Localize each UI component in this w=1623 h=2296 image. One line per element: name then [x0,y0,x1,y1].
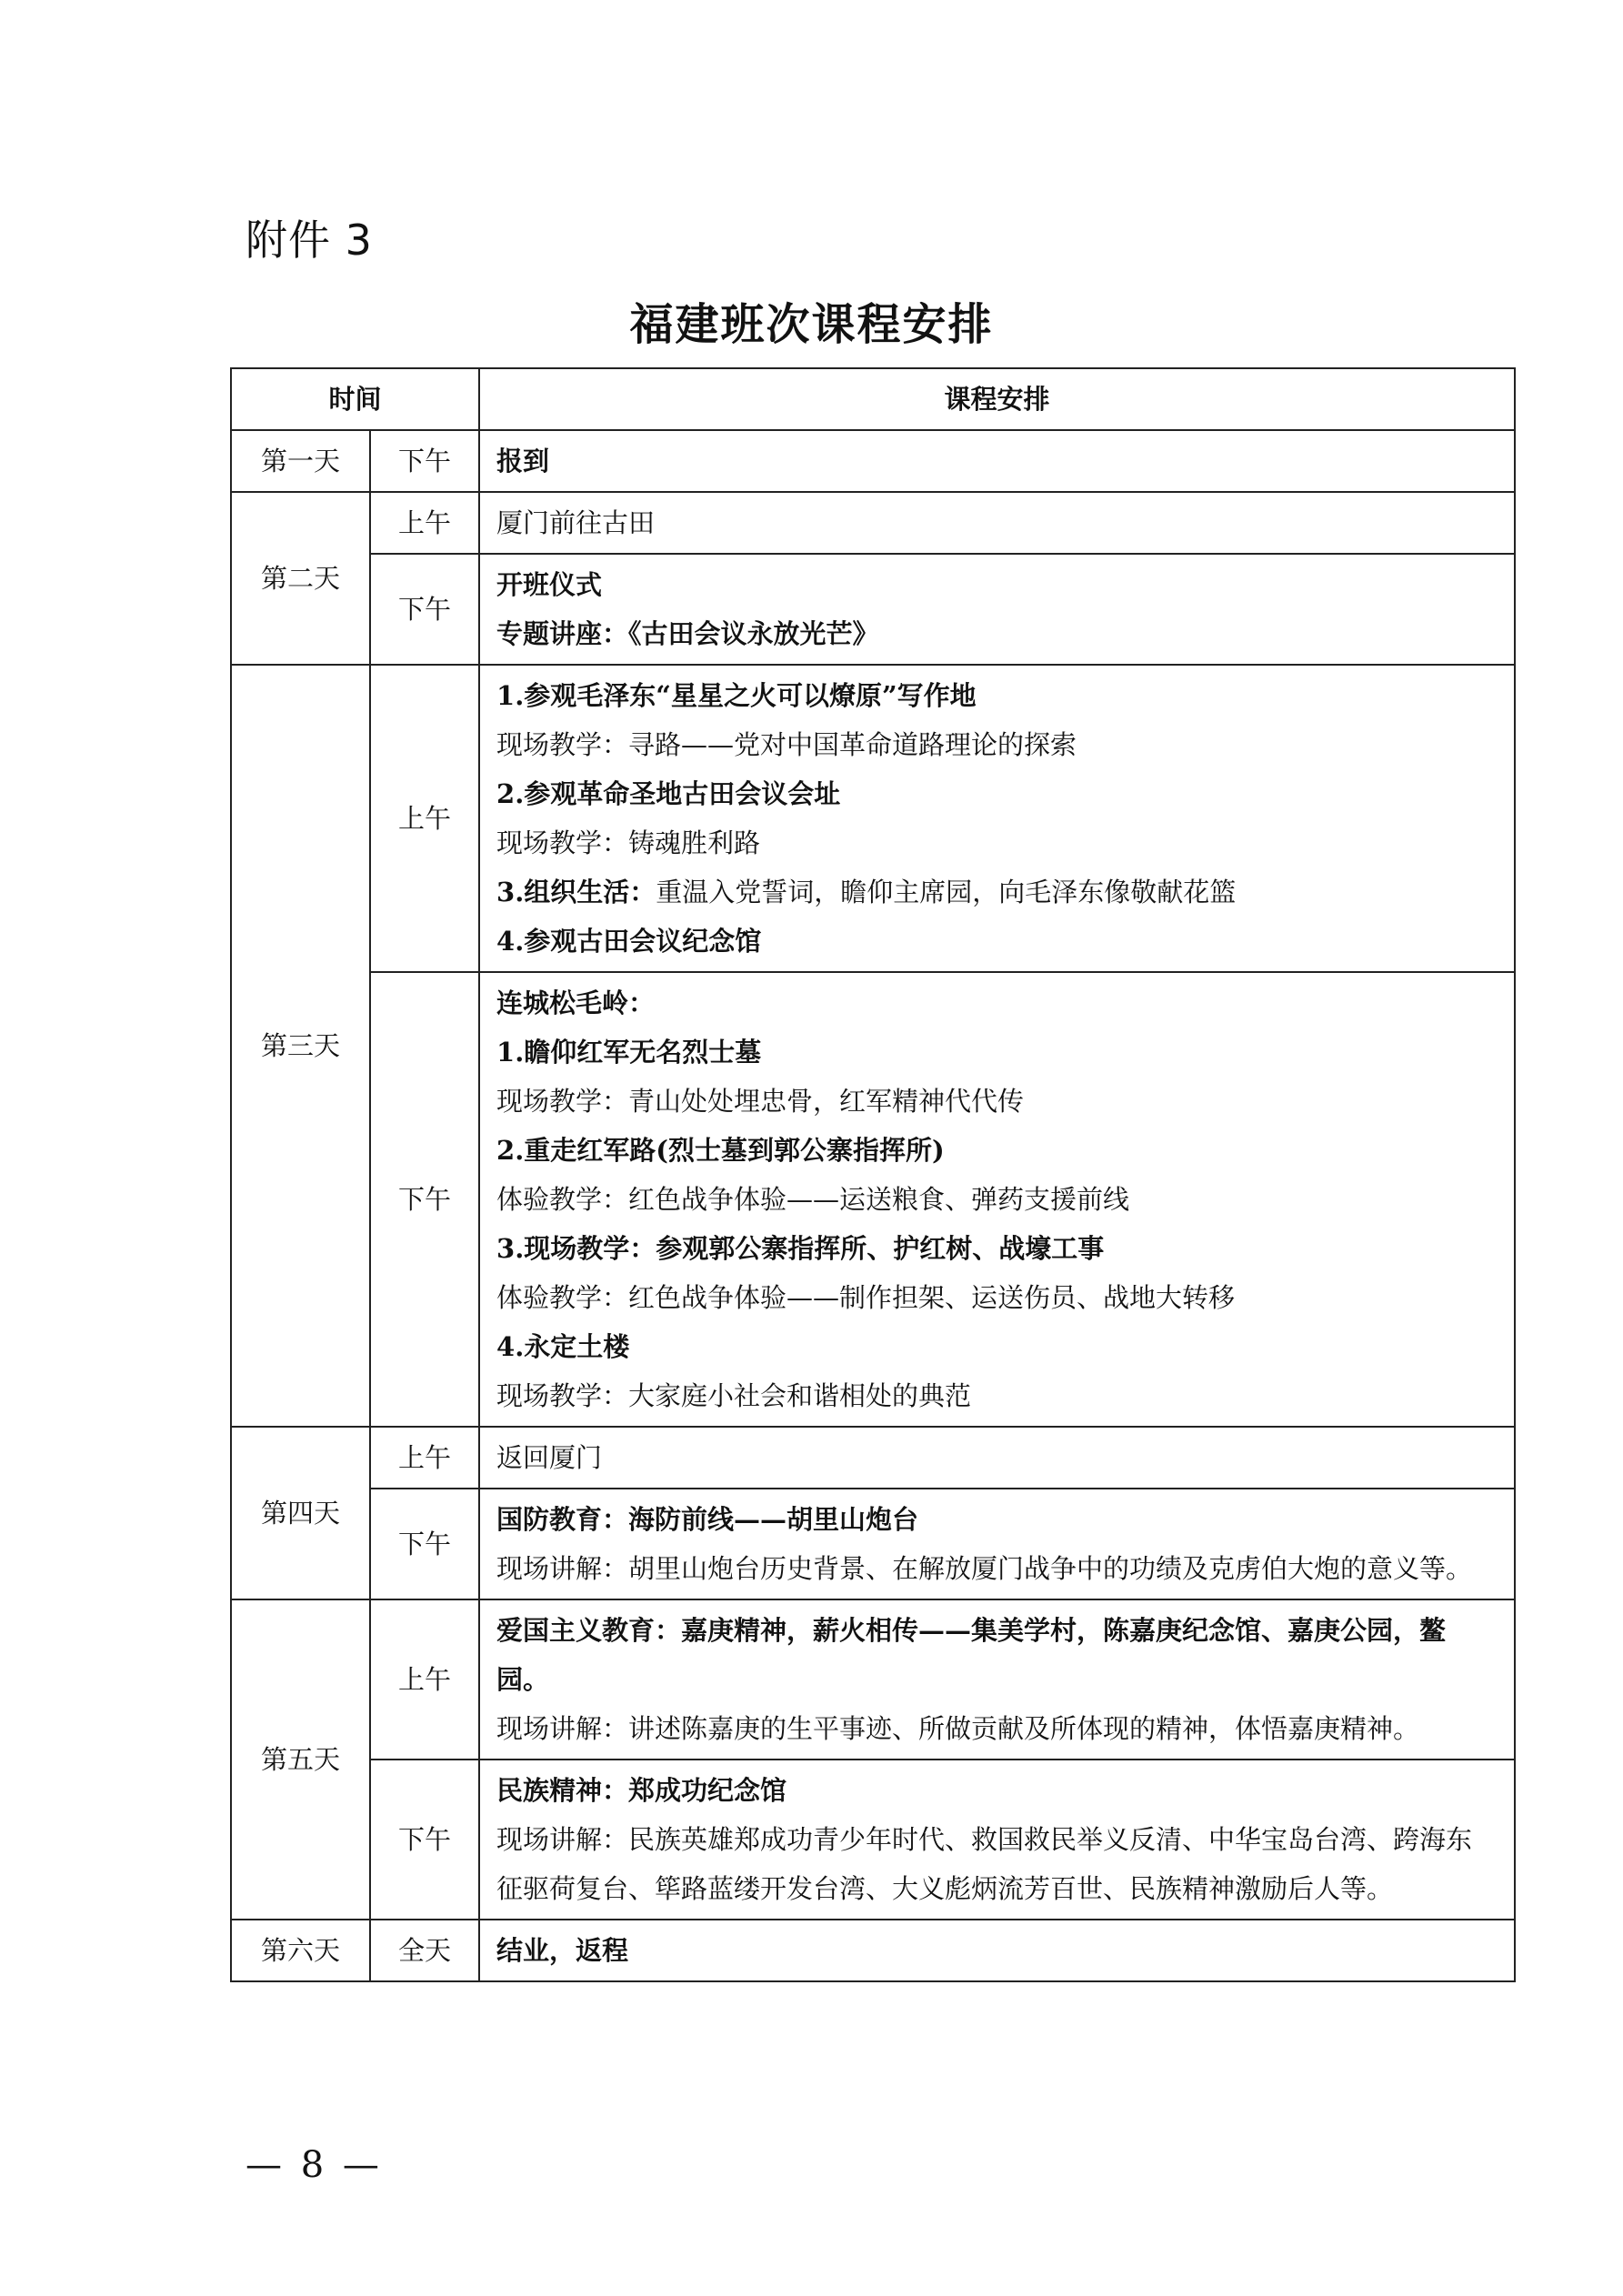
content-line: 现场教学：寻路——党对中国革命道路理论的探索 [496,729,1077,760]
period-cell: 下午 [370,430,479,492]
content-cell [479,1760,1515,1920]
header-content: 课程安排 [479,368,1515,430]
table-header-row [231,368,1515,430]
content-line: 3.现场教学：参观郭公寨指挥所、护红树、战壕工事 [496,1233,1105,1264]
content-line: 现场讲解：民族英雄郑成功青少年时代、救国救民举义反清、中华宝岛台湾、跨海东征驱荷复台、筚路蓝缕开发台湾、大义彪炳流芳百世、民族精神激励后人等。 [496,1824,1473,1904]
table-row [231,492,1515,554]
content-line: 2.重走红军路(烈士墓到郭公寨指挥所) [496,1135,945,1166]
header-time: 时间 [231,368,479,430]
content-line: 1.参观毛泽东“星星之火可以燎原”写作地 [496,680,977,711]
content-line: 民族精神：郑成功纪念馆 [496,1775,787,1806]
content-cell [479,1920,1515,1981]
content-cell [479,665,1515,972]
content-line: 现场讲解：胡里山炮台历史背景、在解放厦门战争中的功绩及克虏伯大炮的意义等。 [496,1553,1473,1584]
content-line [496,867,1498,917]
content-cell [479,430,1515,492]
period-cell: 下午 [370,554,479,665]
content-line: 体验教学：红色战争体验——制作担架、运送伤员、战地大转移 [496,1282,1236,1313]
table-row [231,430,1515,492]
table-row [231,972,1515,1427]
period-cell: 上午 [370,665,479,972]
content-line: 4.永定土楼 [496,1331,630,1362]
content-line: 连城松毛岭： [496,988,656,1018]
content-line: 现场教学：大家庭小社会和谐相处的典范 [496,1380,972,1411]
day-cell: 第四天 [231,1427,370,1599]
content-line: 现场教学：铸魂胜利路 [496,827,761,858]
content-line: 2.参观革命圣地古田会议会址 [496,778,841,809]
content-line: 结业，返程 [496,1935,629,1966]
page-number: — 8 — [245,2144,383,2186]
content-line: 返回厦门 [496,1442,603,1473]
period-cell: 上午 [370,1427,479,1489]
content-line: 国防教育：海防前线——胡里山炮台 [496,1504,919,1535]
period-cell: 全天 [370,1920,479,1981]
content-line: 现场讲解：讲述陈嘉庚的生平事迹、所做贡献及所体现的精神，体悟嘉庚精神。 [496,1713,1420,1744]
content-line-bold-part: 3.组织生活： [496,877,656,907]
table-row [231,1427,1515,1489]
content-cell [479,1427,1515,1489]
period-cell: 上午 [370,492,479,554]
schedule-table [230,367,1516,1982]
table-row [231,554,1515,665]
content-line: 1.瞻仰红军无名烈士墓 [496,1037,762,1068]
content-cell [479,554,1515,665]
day-cell: 第二天 [231,492,370,665]
content-line-normal-part: 重温入党誓词，瞻仰主席园，向毛泽东像敬献花篮 [656,877,1237,907]
period-cell: 下午 [370,1489,479,1599]
content-line: 爱国主义教育：嘉庚精神，薪火相传——集美学村，陈嘉庚纪念馆、嘉庚公园，鳌园。 [496,1615,1447,1695]
annex-label: 附件 3 [245,216,373,265]
content-line: 开班仪式 [496,569,603,600]
content-line: 4.参观古田会议纪念馆 [496,926,762,957]
table-row [231,665,1515,972]
day-cell: 第六天 [231,1920,370,1981]
period-cell: 下午 [370,1760,479,1920]
table-row [231,1599,1515,1760]
content-cell [479,1489,1515,1599]
content-cell [479,492,1515,554]
content-cell [479,972,1515,1427]
content-line: 体验教学：红色战争体验——运送粮食、弹药支援前线 [496,1184,1130,1215]
day-cell: 第一天 [231,430,370,492]
table-row [231,1920,1515,1981]
day-cell: 第三天 [231,665,370,1427]
content-line: 现场教学：青山处处埋忠骨，红军精神代代传 [496,1086,1025,1117]
table-row [231,1760,1515,1920]
content-line: 厦门前往古田 [496,507,656,538]
period-cell: 上午 [370,1599,479,1760]
day-cell: 第五天 [231,1599,370,1920]
content-line: 专题讲座：《古田会议永放光芒》 [496,618,879,649]
content-line: 报到 [496,446,550,476]
table-row [231,1489,1515,1599]
page-title: 福建班次课程安排 [629,299,994,350]
content-cell [479,1599,1515,1760]
period-cell: 下午 [370,972,479,1427]
